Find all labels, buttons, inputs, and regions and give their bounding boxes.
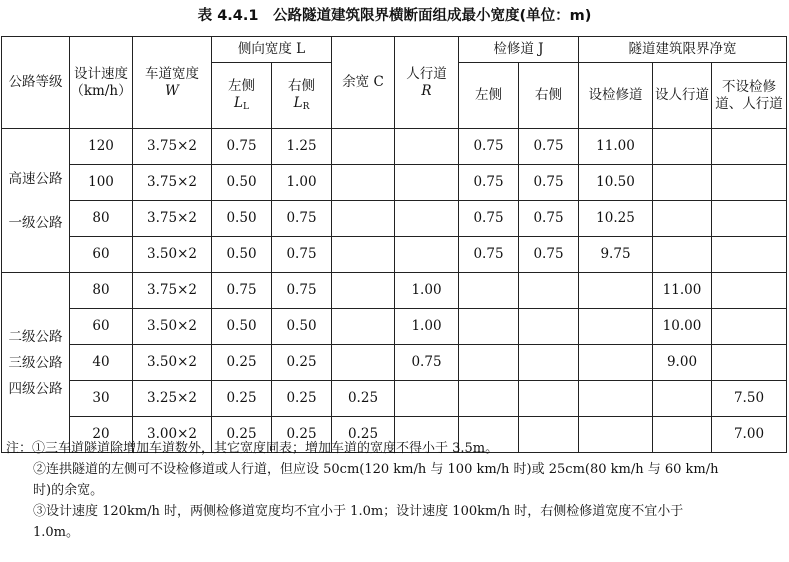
header-right: 右侧 $L_R$ [272, 63, 332, 129]
table-row: 二级公路 三级公路 四级公路 80 3.75×2 0.75 0.75 1.00 11.00 [2, 273, 787, 309]
note-3: ③设计速度 120km/h 时，两侧检修道宽度均不宜小于 1.0m；设计速度 100km/h 时，右侧检修道宽度不宜小于 [33, 504, 684, 519]
group-highway: 高速公路 一级公路 [2, 129, 70, 273]
header-clear-width: 隧道建筑限界净宽 [579, 37, 787, 63]
note-1: 注：①三车道隧道除增加车道数外，其它宽度同表；增加车道的宽度不得小于 3.5m。 [6, 441, 499, 456]
table-row: 60 3.50×2 0.50 0.75 0.75 0.75 9.75 [2, 237, 787, 273]
table-row: 20 3.00×2 0.25 0.25 0.25 7.00 [2, 417, 787, 453]
header-maint-left: 左侧 [459, 63, 519, 129]
table-row: 60 3.50×2 0.50 0.50 1.00 10.00 [2, 309, 787, 345]
header-clear-maint: 设检修道 [579, 63, 653, 129]
header-left: 左侧 $L_L$ [212, 63, 272, 129]
header-maintenance-way: 检修道 J [459, 37, 579, 63]
header-clear-sidewalk: 设人行道 [653, 63, 712, 129]
header-lateral-width: 侧向宽度 L [212, 37, 332, 63]
table-row: 40 3.50×2 0.25 0.25 0.75 9.00 [2, 345, 787, 381]
header-speed: 设计速度 （km/h） [70, 37, 133, 129]
table-row: 高速公路 一级公路 120 3.75×2 0.75 1.25 0.75 0.75 11.00 [2, 129, 787, 165]
table-title: 表 4.4.1 公路隧道建筑限界横断面组成最小宽度(单位：m) [197, 8, 592, 24]
header-clear-none: 不设检修 道、人行道 [712, 63, 787, 129]
header-grade: 公路等级 [2, 37, 70, 129]
group-secondary: 二级公路 三级公路 四级公路 [2, 273, 70, 453]
table-row: 30 3.25×2 0.25 0.25 0.25 7.50 [2, 381, 787, 417]
header-sidewalk: 人行道 R [395, 37, 459, 129]
note-2: ②连拱隧道的左侧可不设检修道或人行道，但应设 50cm(120 km/h 与 100 km/h 时)或 25cm(80 km/h 与 60 km/h [33, 462, 719, 477]
header-maint-right: 右侧 [519, 63, 579, 129]
header-margin: 余宽 C [332, 37, 395, 129]
header-lane-width: 车道宽度 W [133, 37, 212, 129]
table-notes [6, 438, 784, 543]
table-row: 80 3.75×2 0.50 0.75 0.75 0.75 10.25 [2, 201, 787, 237]
width-table [1, 36, 787, 453]
note-3-cont: 1.0m。 [33, 525, 80, 540]
note-2-cont: 时)的余宽。 [33, 483, 104, 498]
table-row: 100 3.75×2 0.50 1.00 0.75 0.75 10.50 [2, 165, 787, 201]
